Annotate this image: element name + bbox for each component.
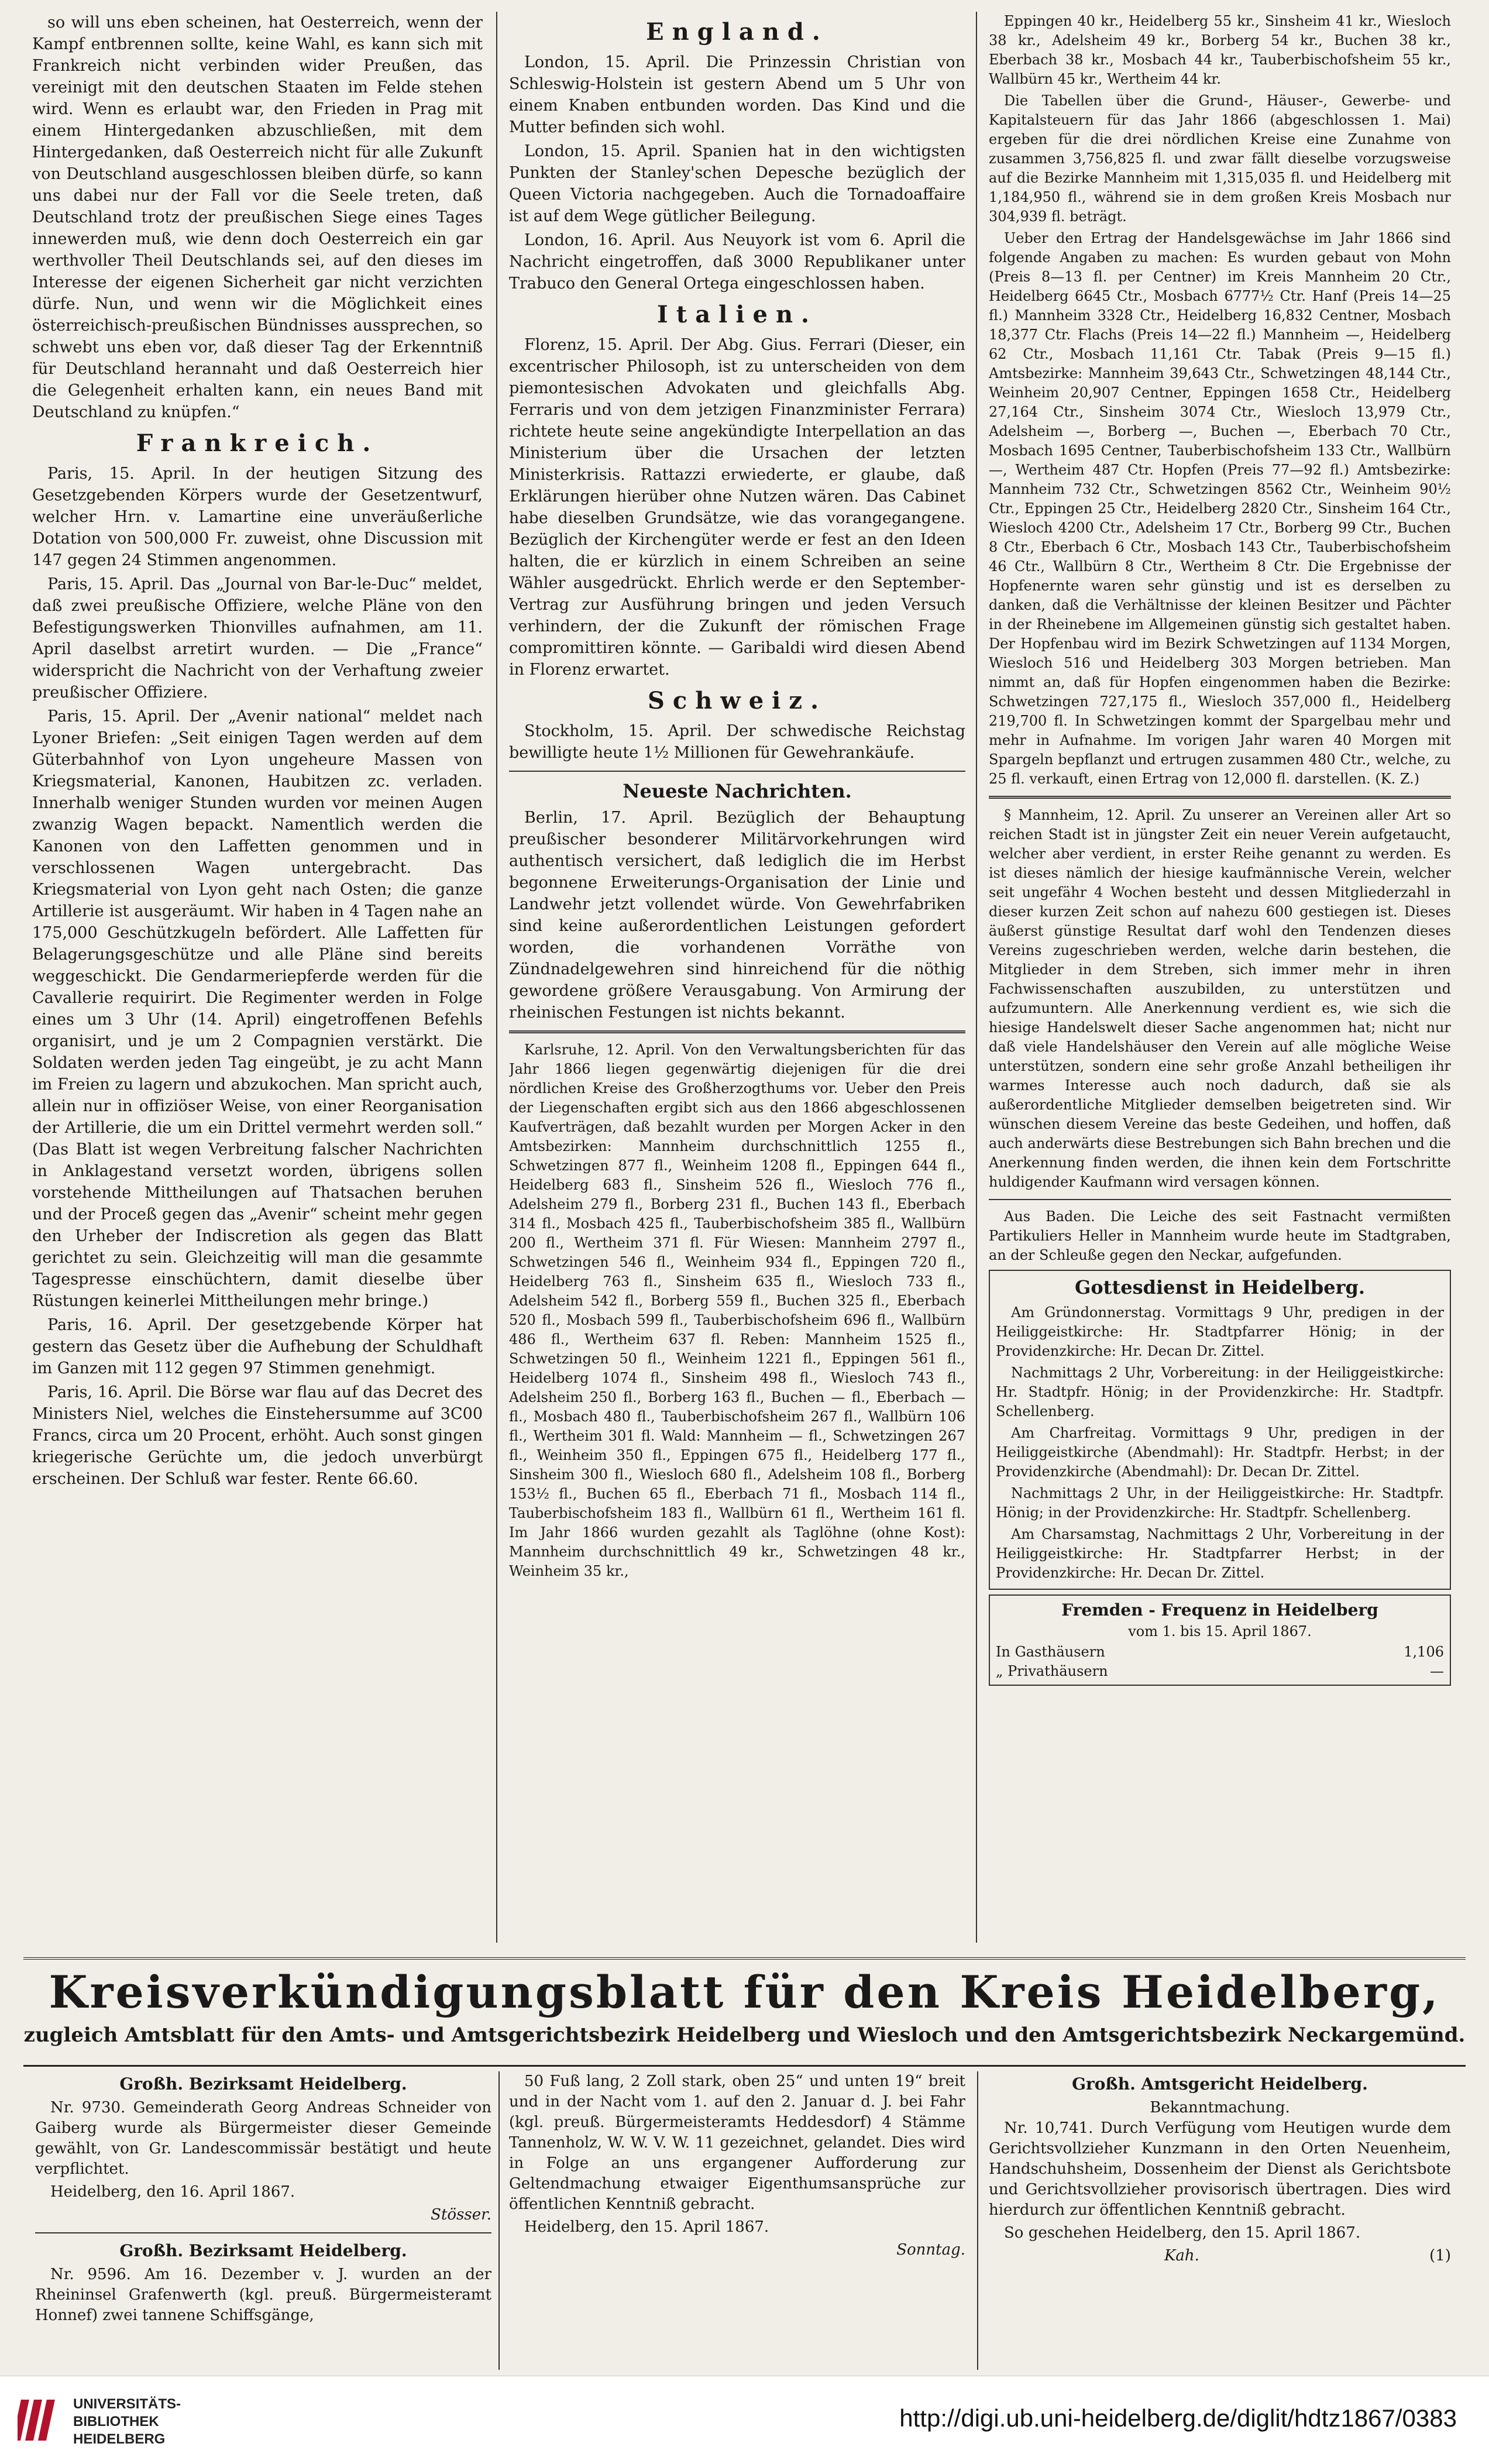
notice-text: Nr. 10,741. Durch Verfügung vom Heutigen wurde dem Gerichtsvollzieher Kunzmann in den Orten Neuenheim, Handschuhsheim, Dossenheim der Dienst als Gerichtsbote und Gerichtsvollzieher provisorisch übertragen. Dies wird hierdurch zur öffentlichen Kenntniß gebracht. xyxy=(989,2119,1451,2219)
frequency-label: In Gasthäusern xyxy=(996,1644,1105,1660)
article-paragraph: Die Tabellen über die Grund-, Häuser-, Gewerbe- und Kapitalsteuern für das Jahr 1866 (abgeschlossen 1. Mai) ergeben für die drei nördlichen Kreise eine Zunahme von zusammen 3,756,825 fl. und zwar fällt dieselbe vorzugsweise auf die Bezirke Mannheim mit 1,315,035 fl. und Heidelberg mit 1,184,950 fl., während sie in dem großen Kreis Mosbach nur 304,939 fl. beträgt. xyxy=(989,92,1451,225)
article-paragraph: Paris, 16. April. Der gesetzgebende Körper hat gestern das Gesetz über die Aufhebung der Schuldhaft im Ganzen mit 112 gegen 97 Stimmen genehmigt. xyxy=(32,1316,483,1377)
masthead-subtitle: zugleich Amtsblatt für den Amts- und Amtsgerichtsbezirk Heidelberg und Wiesloch und den Amtsgerichtsbezirk Neckargemünd. xyxy=(23,2023,1466,2047)
notice-title: Fremden - Frequenz in Heidelberg xyxy=(1061,1600,1378,1620)
notice-date: So geschehen Heidelberg, den 15. April 1867. xyxy=(1004,2224,1361,2242)
frequency-label: „ Privathäusern xyxy=(996,1663,1108,1679)
article-paragraph: § Mannheim, 12. April. Zu unserer an Vereinen aller Art so reichen Stadt ist in jüngster Zeit ein neuer Verein aufgetaucht, welcher aber verdient, in erster Reihe genannt zu werden. Es ist dieses nämlich der hiesige kaufmännische Verein, welcher seit ungefähr 4 Wochen besteht und dessen Mitgliederzahl in dieser kurzen Zeit schon auf nahezu 600 gestiegen ist. Dieses äußerst günstige Resultat darf wohl den Tendenzen dieses Vereins zugeschrieben werden, welche darin bestehen, die Mitglieder in dem Streben, sich immer mehr in ihren Fachwissenschaften auszubilden, zu unterstützen und aufzumuntern. Alle Anerkennung verdient es, wie sich die hiesige Handelswelt dieser Sache angenommen hat; nicht nur daß viele Handelshäuser den Verein auf alle mögliche Weise unterstützen, sondern eine sehr große Anzahl betheiligen ihr warmes Interesse auch noch dadurch, daß sie als außerordentliche Mitglieder demselben beigetreten sind. Wir wünschen diesem Vereine das beste Gedeihen, und hoffen, daß auch anderwärts diese Bestrebungen sich Bahn brechen und die Anerkennung finden werden, die ihnen kein dem Fortschritte huldigender Kaufmann wird versagen können. xyxy=(989,807,1451,1190)
notice-text: 50 Fuß lang, 2 Zoll stark, oben 25“ und unten 19“ breit und in der Nacht vom 1. auf den 2. Januar d. J. bei Fahr (kgl. preuß. Bürgermeisteramts Heddesdorf) 4 Stämme Tannenholz, W. W. V. W. 11 gezeichnet, gelandet. Dies wird in Folge an uns ergangener Aufforderung zur Geltendmachung etwaiger Eigenthumsansprüche zur öffentlichen Kenntniß gebracht. xyxy=(509,2073,965,2213)
article-paragraph: London, 15. April. Die Prinzessin Christian von Schleswig-Holstein ist gestern Abend um 5 Uhr von einem Knaben entbunden worden. Das Kind und die Mutter befinden sich wohl. xyxy=(509,53,965,136)
article-paragraph: Eppingen 40 kr., Heidelberg 55 kr., Sinsheim 41 kr., Wiesloch 38 kr., Adelsheim 49 kr., Borberg 54 kr., Buchen 38 kr., Eberbach 38 kr., Mosbach 44 kr., Tauberbischofsheim 55 kr., Wallbürn 45 kr., Wertheim 44 kr. xyxy=(989,13,1451,87)
article-paragraph: so will uns eben scheinen, hat Oesterreich, wenn der Kampf entbrennen sollte, keine Wahl, es kann sich mit Frankreich nicht verbinden wider Preußen, das vereinigt mit den deutschen Staaten im Felde stehen wird. Wenn es erlaubt war, den Frieden in Prag mit einem Hintergedanken abzuschließen, mit dem Hintergedanken, daß Oesterreich nicht für alle Zukunft von Deutschland ausgeschlossen bleiben dürfe, so kann uns dabei nur der Fall vor die Seele treten, daß Deutschland trotz der preußischen Siege eines Tages innewerden muß, wie denn doch Oesterreich ein gar werthvoller Theil Deutschlands sei, auf den dieses im Interesse der eigenen Sicherheit gar nicht verzichten dürfe. Nun, und wenn wir die Möglichkeit eines österreichisch-preußischen Bündnisses aussprechen, so schwebt uns eben vor, daß dieser Tag der Erkenntniß für Deutschland herannaht und daß Oesterreich hier die Gelegenheit erhalten kann, ein neues Band mit Deutschland zu knüpfen.“ xyxy=(32,13,483,421)
notice-line: Nachmittags 2 Uhr, in der Heiliggeistkirche: Hr. Stadtpfr. Hönig; in der Providenzkirche: Hr. Stadtpfr. Schellenberg. xyxy=(996,1485,1444,1521)
column-rule xyxy=(496,12,497,1943)
library-logo-icon xyxy=(18,2394,61,2446)
article-paragraph: London, 16. April. Aus Neuyork ist vom 6. April die Nachricht eingetroffen, daß 3000 Republikaner unter Trabuco den General Ortega eingeschlossen haben. xyxy=(509,231,965,293)
article-paragraph: London, 15. April. Spanien hat in den wichtigsten Punkten der Stanley'schen Depesche bezüglich der Queen Victoria nachgegeben. Auch die Tornadoaffaire ist auf dem Wege gütlicher Beilegung. xyxy=(509,142,965,225)
section-heading-neueste: Neueste Nachrichten. xyxy=(623,780,852,802)
kreisblatt-masthead xyxy=(23,1957,1466,2067)
notice-signature: Stösser. xyxy=(431,2206,491,2224)
notice-heading: Großh. Bezirksamt Heidelberg. xyxy=(119,2074,407,2094)
frequency-value: 1,106 xyxy=(1404,1644,1444,1660)
section-heading-england: England. xyxy=(646,18,828,46)
notice-text: Nr. 9730. Gemeinderath Georg Andreas Schneider von Gaiberg wurde als Bürgermeister dieser Gemeinde gewählt, von Gr. Landescommissär bestätigt und heute verpflichtet. xyxy=(35,2099,491,2178)
library-logo-text xyxy=(73,2396,181,2448)
divider xyxy=(509,771,965,772)
section-heading-schweiz: Schweiz. xyxy=(647,687,827,714)
frequency-row xyxy=(996,1662,1444,1681)
article-paragraph: Paris, 16. April. Die Börse war flau auf das Decret des Ministers Niel, welches die Einstehersumme auf 3C00 Francs, circa um 20 Procent, erhöht. Auch sonst gingen kriegerische Gerüchte um, die jedoch unverbürgt erscheinen. Der Schluß war fester. Rente 66.60. xyxy=(32,1383,483,1488)
divider xyxy=(509,1030,965,1033)
notice-date: Heidelberg, den 15. April 1867. xyxy=(524,2218,769,2236)
notice-heading: Großh. Bezirksamt Heidelberg. xyxy=(119,2241,407,2260)
article-paragraph: Ueber den Ertrag der Handelsgewächse im Jahr 1866 sind folgende Angaben zu machen: Es wurden gebaut von Mohn (Preis 8—13 fl. per Centner) im Kreis Mannheim 20 Ctr., Heidelberg 6645 Ctr., Mosbach 6777½ Ctr. Hanf (Preis 14—25 fl.) Mannheim 3328 Ctr., Heidelberg 16,832 Centner, Mosbach 18,377 Ctr. Flachs (Preis 14—22 fl.) Mannheim —, Heidelberg 62 Ctr., Mosbach 11,161 Ctr. Tabak (Preis 9—15 fl.) Amtsbezirke: Mannheim 39,643 Ctr., Schwetzingen 48,144 Ctr., Weinheim 20,907 Centner, Eppingen 1658 Ctr., Heidelberg 27,164 Ctr., Sinsheim 3074 Ctr., Wiesloch 13,979 Ctr., Adelsheim —, Borberg —, Buchen —, Eberbach 70 Ctr., Mosbach 1695 Centner, Tauberbischofsheim 133 Ctr., Wallbürn —, Wertheim 487 Ctr. Hopfen (Preis 77—92 fl.) Amtsbezirke: Mannheim 732 Ctr., Schwetzingen 8562 Ctr., Weinheim 90½ Ctr., Eppingen 25 Ctr., Heidelberg 2820 Ctr., Sinsheim 164 Ctr., Wiesloch 4200 Ctr., Adelsheim 17 Ctr., Borberg 99 Ctr., Buchen 8 Ctr., Eberbach 6 Ctr., Mosbach 143 Ctr., Tauberbischofsheim 46 Ctr., Wallbürn 8 Ctr., Wertheim 8 Ctr. Die Ergebnisse der Hopfenernte waren sehr günstig und ist es derselben zu danken, daß die Verhältnisse der kleinen Besitzer und Pächter in der Rheinebene im Allgemeinen günstig sich gestaltet haben. Der Hopfenbau wird im Bezirk Schwetzingen auf 1134 Morgen, Wiesloch 516 und Heidelberg 303 Morgen betrieben. Man nimmt an, daß für Hopfen eingenommen haben die Bezirke: Schwetzingen 727,175 fl., Wiesloch 357,000 fl., Heidelberg 219,700 fl. In Schwetzingen kommt der Spargelbau mehr und mehr in Aufnahme. Im vorigen Jahr waren 40 Morgen mit Spargeln bepflanzt und ertrugen zusammen 480 Ctr., welche, zu 25 fl. verkauft, einen Ertrag von 12,000 fl. darstellen. (K. Z.) xyxy=(989,230,1451,787)
section-heading-italien: Italien. xyxy=(657,301,817,328)
notice-line: Am Charfreitag. Vormittags 9 Uhr, predigen in der Heiliggeistkirche (Abendmahl): Hr. Stadtpfr. Herbst; in der Providenzkirche (Abendmahl): Dr. Decan Dr. Zittel. xyxy=(996,1425,1444,1480)
column-rule xyxy=(498,2071,500,2370)
notice-line: Nachmittags 2 Uhr, Vorbereitung: in der Heiliggeistkirche: Hr. Stadtpfr. Hönig; in der Providenzkirche: Hr. Stadtpfr. Schellenberg. xyxy=(996,1365,1444,1420)
divider xyxy=(989,796,1451,799)
article-paragraph: Karlsruhe, 12. April. Von den Verwaltungsberichten für das Jahr 1866 liegen gegenwärtig diejenigen für die drei nördlichen Kreise des Großherzogthums vor. Ueber den Preis der Liegenschaften ergibt sich aus den 1866 abgeschlossenen Kaufverträgen, daß bezahlt wurden per Morgen Acker in den Amtsbezirken: Mannheim durchschnittlich 1255 fl., Schwetzingen 877 fl., Weinheim 1208 fl., Eppingen 644 fl., Heidelberg 683 fl., Sinsheim 526 fl., Wiesloch 776 fl., Adelsheim 279 fl., Borberg 231 fl., Buchen 143 fl., Eberbach 314 fl., Mosbach 425 fl., Tauberbischofsheim 385 fl., Wallbürn 200 fl., Wertheim 371 fl. Für Wiesen: Mannheim 2797 fl., Schwetzingen 546 fl., Weinheim 934 fl., Eppingen 720 fl., Heidelberg 763 fl., Sinsheim 635 fl., Wiesloch 733 fl., Adelsheim 542 fl., Borberg 559 fl., Buchen 325 fl., Eberbach 520 fl., Mosbach 599 fl., Tauberbischofsheim 696 fl., Wallbürn 486 fl., Wertheim 637 fl. Reben: Mannheim 1525 fl., Schwetzingen 50 fl., Weinheim 1221 fl., Eppingen 561 fl., Heidelberg 1074 fl., Sinsheim 498 fl., Wiesloch 743 fl., Adelsheim 250 fl., Borberg 163 fl., Buchen — fl., Eberbach — fl., Mosbach 480 fl., Tauberbischofsheim 267 fl., Wallbürn 106 fl., Wertheim 301 fl. Wald: Mannheim — fl., Schwetzingen 267 fl., Weinheim 350 fl., Eppingen 675 fl., Heidelberg 177 fl., Sinsheim 300 fl., Wiesloch 680 fl., Adelsheim 108 fl., Borberg 153½ fl., Buchen 65 fl., Eberbach 71 fl., Mosbach 114 fl., Tauberbischofsheim 183 fl., Wallbürn 61 fl., Wertheim 161 fl. Im Jahr 1866 wurden gezahlt als Taglöhne (ohne Kost): Mannheim durchschnittlich 49 kr., Schwetzingen 48 kr., Weinheim 35 kr., xyxy=(509,1042,965,1579)
article-paragraph: Paris, 15. April. Das „Journal von Bar-le-Duc“ meldet, daß zwei preußische Offiziere, welche Pläne von den Befestigungswerken Thionvilles aufnahmen, am 11. April daselbst arretirt wurden. — Die „France“ widerspricht die Nachricht von der Verhaftung zweier preußischer Offiziere. xyxy=(32,575,483,702)
notice-subheading: Bekanntmachung. xyxy=(1150,2099,1290,2116)
article-paragraph: Berlin, 17. April. Bezüglich der Behauptung preußischer besonderer Militärvorkehrungen wird authentisch versichert, daß lediglich die im Herbst begonnene Erweiterungs-Organisation der Linie und Landwehr jetzt vollendet würde. Von Gewehrfabriken sind keine außerordentlichen Leistungen gefordert worden, die vorhandenen Vorräthe von Zündnadelgewehren sind hinreichend für die nöthig gewordene größere Verausgabung. Von Armirung der rheinischen Festungen ist nichts bekannt. xyxy=(509,809,965,1022)
divider xyxy=(989,1199,1451,1200)
library-footer xyxy=(0,2376,1489,2464)
library-logo xyxy=(18,2391,193,2449)
official-notices-col-3 xyxy=(989,2071,1451,2376)
notice-text: Nr. 9596. Am 16. Dezember v. J. wurden an der Rheininsel Grafenwerth (kgl. preuß. Bürgermeisteramt Honnef) zwei tannene Schiffsgänge, xyxy=(35,2266,491,2324)
column-rule xyxy=(977,2071,978,2370)
source-url[interactable]: http://digi.ub.uni-heidelberg.de/diglit/hdtz1867/0383 xyxy=(899,2404,1457,2432)
column-3 xyxy=(989,12,1451,1948)
article-paragraph: Aus Baden. Die Leiche des seit Fastnacht vermißten Partikuliers Heller in Mannheim wurde heute im Stadtgraben, an der Schleuße gegen den Neckar, aufgefunden. xyxy=(989,1208,1451,1263)
notice-signature: Kah. xyxy=(1164,2247,1199,2264)
official-notices-col-2 xyxy=(509,2071,965,2376)
notice-box-gottesdienst xyxy=(989,1270,1451,1590)
column-2 xyxy=(509,12,965,1948)
notice-line: Am Charsamstag, Nachmittags 2 Uhr, Vorbereitung in der Heiliggeistkirche: Hr. Stadtpfarrer Herbst; in der Providenzkirche: Hr. Decan Dr. Zittel. xyxy=(996,1526,1444,1581)
frequency-value: — xyxy=(1430,1663,1444,1679)
article-paragraph: Florenz, 15. April. Der Abg. Gius. Ferrari (Dieser, ein excentrischer Philosoph, ist zu unterscheiden von dem piemontesischen Advokaten und gleichfalls Abg. Ferraris und von dem jetzigen Finanzminister Ferrara) richtete heute seine angekündigte Interpellation an das Ministerium über die Ursachen der letzten Ministerkrisis. Rattazzi erwiederte, er glaube, daß Erklärungen hierüber ohne Nutzen wären. Das Cabinet habe dieselben Grundsätze, wie das vorangegangene. Bezüglich der Kirchengüter werde er fest an den Ideen halten, die er kürzlich in einem Schreiben an seine Wähler ausgedrückt. Ehrlich werde er den September-Vertrag zur Ausführung bringen und jeden Versuch verhindern, der die Zukunft der römischen Frage compromittiren könnte. — Garibaldi wird diesen Abend in Florenz erwartet. xyxy=(509,336,965,679)
notice-heading: Großh. Amtsgericht Heidelberg. xyxy=(1072,2074,1368,2094)
logo-line: HEIDELBERG xyxy=(73,2431,166,2447)
logo-line: BIBLIOTHEK xyxy=(73,2414,159,2429)
divider xyxy=(35,2232,491,2233)
masthead-title: Kreisverkündigungsblatt für den Kreis Heidelberg, xyxy=(49,1966,1440,2018)
notice-title: Gottesdienst in Heidelberg. xyxy=(1074,1276,1365,1298)
official-notices-col-1 xyxy=(35,2071,491,2376)
notice-subtitle: vom 1. bis 15. April 1867. xyxy=(1128,1623,1312,1640)
notice-signature: Sonntag. xyxy=(896,2241,965,2259)
frequency-row xyxy=(996,1642,1444,1662)
article-paragraph: Stockholm, 15. April. Der schwedische Reichstag bewilligte heute 1½ Millionen für Gewehrankäufe. xyxy=(509,722,965,762)
article-paragraph: Paris, 15. April. Der „Avenir national“ meldet nach Lyoner Briefen: „Seit einigen Tagen werden auf dem Güterbahnhof von Lyon ungeheure Massen von Kriegsmaterial, Kanonen, Haubitzen zc. verladen. Innerhalb weniger Stunden wurden vor meinen Augen zwanzig Wagen bepackt. Namentlich werden die Kanonen von den Laffetten genommen und in verschlossenen Wagen untergebracht. Das Kriegsmaterial von Lyon geht nach Osten; die ganze Artillerie ist ausgeräumt. Wir haben in 4 Tagen nahe an 175,000 Geschützkugeln befördert. Alle Laffetten für Belagerungsgeschütze und alle Pläne sind bereits weggeschickt. Die Gendarmeriepferde werden für die Cavallerie requirirt. Die Regimenter werden in Folge eines um 3 Uhr (14. April) eingetroffenen Befehls organisirt, und je um 2 Compagnien verstärkt. Die Soldaten werden jeden Tag eingeübt, je zu acht Mann im Freien zu lagern und abzukochen. Man spricht auch, allein nur in offiziöser Weise, von einer Reorganisation der Artillerie, die um ein Drittel vermehrt werden soll.“ (Das Blatt ist wegen Verbreitung falscher Nachrichten in Anklagestand versetzt worden, übrigens sollen vorstehende Mittheilungen auf Thatsachen beruhen und der Proceß gegen das „Avenir“ scheint mehr gegen den Urheber der Indiscretion als gegen das Blatt gerichtet zu sein. Gleichzeitig will man die gesammte Tagespresse einschüchtern, damit dieselbe über Rüstungen keinerlei Mittheilungen mehr bringe.) xyxy=(32,707,483,1310)
article-paragraph: Paris, 15. April. In der heutigen Sitzung des Gesetzgebenden Körpers wurde der Gesetzentwurf, welcher Hrn. v. Lamartine eine unveräußerliche Dotation von 500,000 Fr. zuweist, ohne Discussion mit 147 gegen 24 Stimmen angenommen. xyxy=(32,465,483,569)
notice-number: (1) xyxy=(1429,2247,1451,2264)
logo-line: UNIVERSITÄTS- xyxy=(73,2396,181,2412)
notice-date: Heidelberg, den 16. April 1867. xyxy=(50,2183,295,2201)
notice-box-fremden xyxy=(989,1594,1451,1686)
notice-line: Am Gründonnerstag. Vormittags 9 Uhr, predigen in der Heiliggeistkirche: Hr. Stadtpfarrer Hönig; in der Providenzkirche: Hr. Decan Dr. Zittel. xyxy=(996,1304,1444,1359)
column-rule xyxy=(976,12,977,1943)
section-heading-frankreich: Frankreich. xyxy=(136,429,379,457)
column-1 xyxy=(32,12,483,1948)
